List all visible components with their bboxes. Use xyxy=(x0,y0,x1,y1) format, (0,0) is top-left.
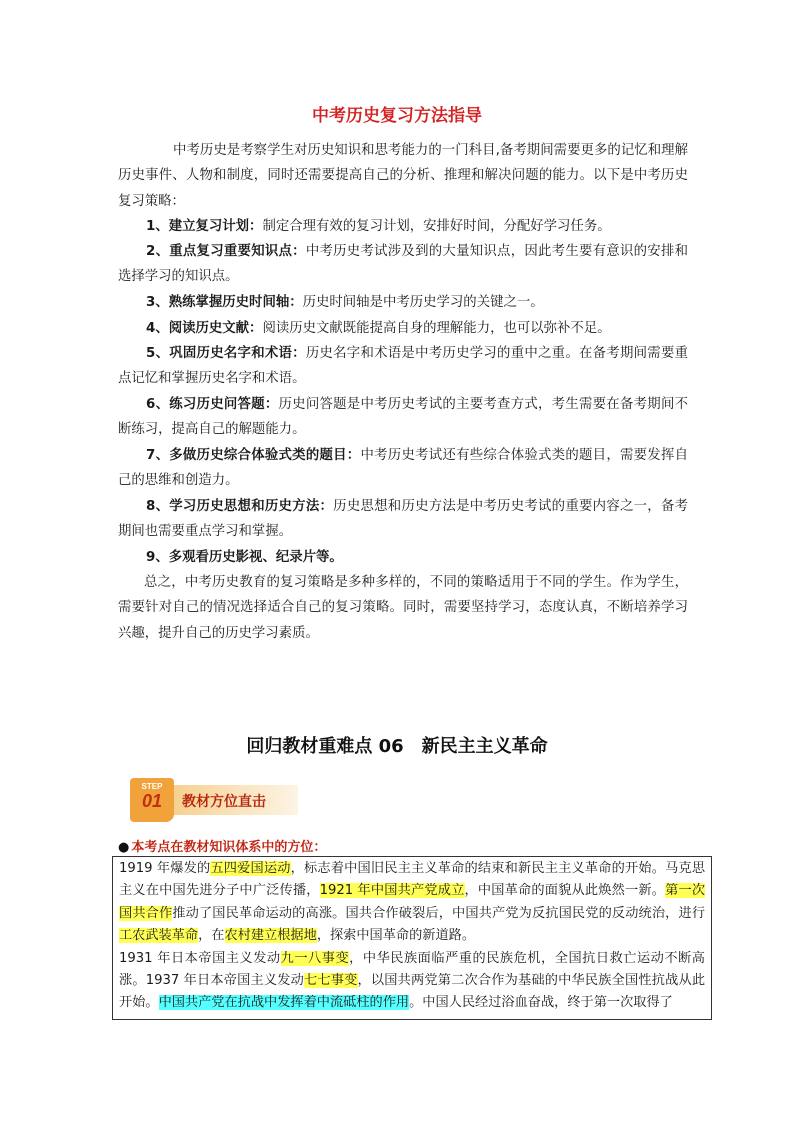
box-text: 推动了国民革命运动的高涨。国共合作破裂后，中国共产党为反抗国民党的反动统治，进行 xyxy=(172,905,706,921)
strategy-label: 7、多做历史综合体验式类的题目： xyxy=(146,448,361,463)
bullet-dot-icon: ● xyxy=(118,840,130,855)
box-text: 。中国人民经过浴血奋战，终于第一次取得了 xyxy=(409,995,673,1011)
highlight-text: 农村建立根据地 xyxy=(224,928,317,944)
strategy-label: 4、阅读历史文献： xyxy=(146,321,263,336)
strategy-text: 历史时间轴是中考历史学习的关键之一。 xyxy=(302,295,544,310)
box-text: ，以国共两党第二次合作为基础的中华民族全国性抗战从此开始。 xyxy=(119,973,706,1011)
step-label: STEP xyxy=(141,782,163,791)
strategy-item xyxy=(118,290,688,315)
strategy-text: 历史名字和术语是中考历史学习的重中之重。在备考期间需要重点记忆和掌握历史名字和术语。 xyxy=(118,346,688,387)
highlight-text: 七七事变 xyxy=(304,973,358,989)
strategy-label: 5、巩固历史名字和术语： xyxy=(146,346,306,361)
strategy-text: 制定合理有效的复习计划，安排好时间，分配好学习任务。 xyxy=(262,219,611,234)
strategy-text: 中考历史考试还有些综合体验式类的题目，需要发挥自己的思维和创造力。 xyxy=(118,448,688,489)
highlight-text: 1921 年中国共产党成立 xyxy=(319,883,465,899)
box-text: ，探索中国革命的新道路。 xyxy=(316,928,476,944)
strategy-label: 6、练习历史问答题： xyxy=(146,397,279,412)
box-text: ，在 xyxy=(198,928,225,944)
guide-intro: 中考历史是考察学生对历史知识和思考能力的一门科目,备考期间需要更多的记忆和理解历史事件、人物和制度，同时还需要提高自己的分析、推理和解决问题的能力。以下是中考历史复习策略： xyxy=(118,143,688,209)
strategy-item xyxy=(118,214,688,239)
step-title-bar xyxy=(170,785,298,815)
strategy-label: 3、熟练掌握历史时间轴： xyxy=(146,295,303,310)
knowledge-textbox xyxy=(112,856,712,1020)
step-badge-icon xyxy=(130,778,174,822)
strategy-label: 2、重点复习重要知识点： xyxy=(146,244,306,259)
box-text: ，中国革命的面貌从此焕然一新。 xyxy=(464,883,666,899)
strategy-item xyxy=(118,443,688,494)
step-banner xyxy=(130,778,300,822)
strategy-item xyxy=(118,494,688,545)
highlight-text: 中国共产党在抗战中发挥着中流砥柱的作用 xyxy=(158,995,410,1011)
highlight-text: 工农武装革命 xyxy=(119,928,199,944)
guide-conclusion: 总之，中考历史教育的复习策略是多种多样的，不同的策略适用于不同的学生。作为学生，需要针对自己的情况选择适合自己的复习策略。同时，需要坚持学习，态度认真，不断培养学习兴趣，提升自己的历史学习素质。 xyxy=(118,575,688,641)
position-heading xyxy=(118,836,326,855)
step-title: 教材方位直击 xyxy=(182,794,266,810)
highlight-text: 五四爱国运动 xyxy=(210,861,291,876)
section-title: 回归教材重难点 06 新民主主义革命 xyxy=(246,736,548,757)
strategy-item xyxy=(118,545,688,570)
strategy-item xyxy=(118,316,688,341)
box-text: ，标志着中国旧民主主义革命的结束和新民主主义革命的开始。马克思主义在中国先进分子中广泛传播， xyxy=(119,861,706,899)
step-number: 01 xyxy=(141,791,163,811)
strategy-text: 历史思想和历史方法是中考历史考试的重要内容之一，备考期间也需要重点学习和掌握。 xyxy=(118,499,689,540)
highlight-text: 九一八事变 xyxy=(280,950,350,966)
highlight-text: 第一次国共合作 xyxy=(119,883,706,921)
strategy-label: 9、多观看历史影视、纪录片等。 xyxy=(146,550,343,565)
strategy-text: 历史问答题是中考历史考试的主要考查方式，考生需要在备考期间不断练习，提高自己的解题能力。 xyxy=(118,397,688,438)
strategy-item xyxy=(118,341,688,392)
strategy-label: 1、建立复习计划： xyxy=(146,219,263,234)
strategy-label: 8、学习历史思想和历史方法： xyxy=(146,499,334,514)
strategy-item xyxy=(118,239,688,290)
position-heading-text: 本考点在教材知识体系中的方位： xyxy=(131,840,327,855)
box-text: ，中华民族面临严重的民族危机，全国抗日救亡运动不断高涨。1937 年日本帝国主义发动 xyxy=(119,950,705,989)
strategy-text: 阅读历史文献既能提高自身的理解能力，也可以弥补不足。 xyxy=(262,321,611,336)
box-text: 1931 年日本帝国主义发动 xyxy=(119,950,281,966)
strategy-item xyxy=(118,392,688,443)
strategy-text: 中考历史考试涉及到的大量知识点，因此考生要有意识的安排和选择学习的知识点。 xyxy=(118,244,688,285)
guide-title: 中考历史复习方法指导 xyxy=(312,106,482,126)
box-text: 1919 年爆发的 xyxy=(119,861,211,876)
